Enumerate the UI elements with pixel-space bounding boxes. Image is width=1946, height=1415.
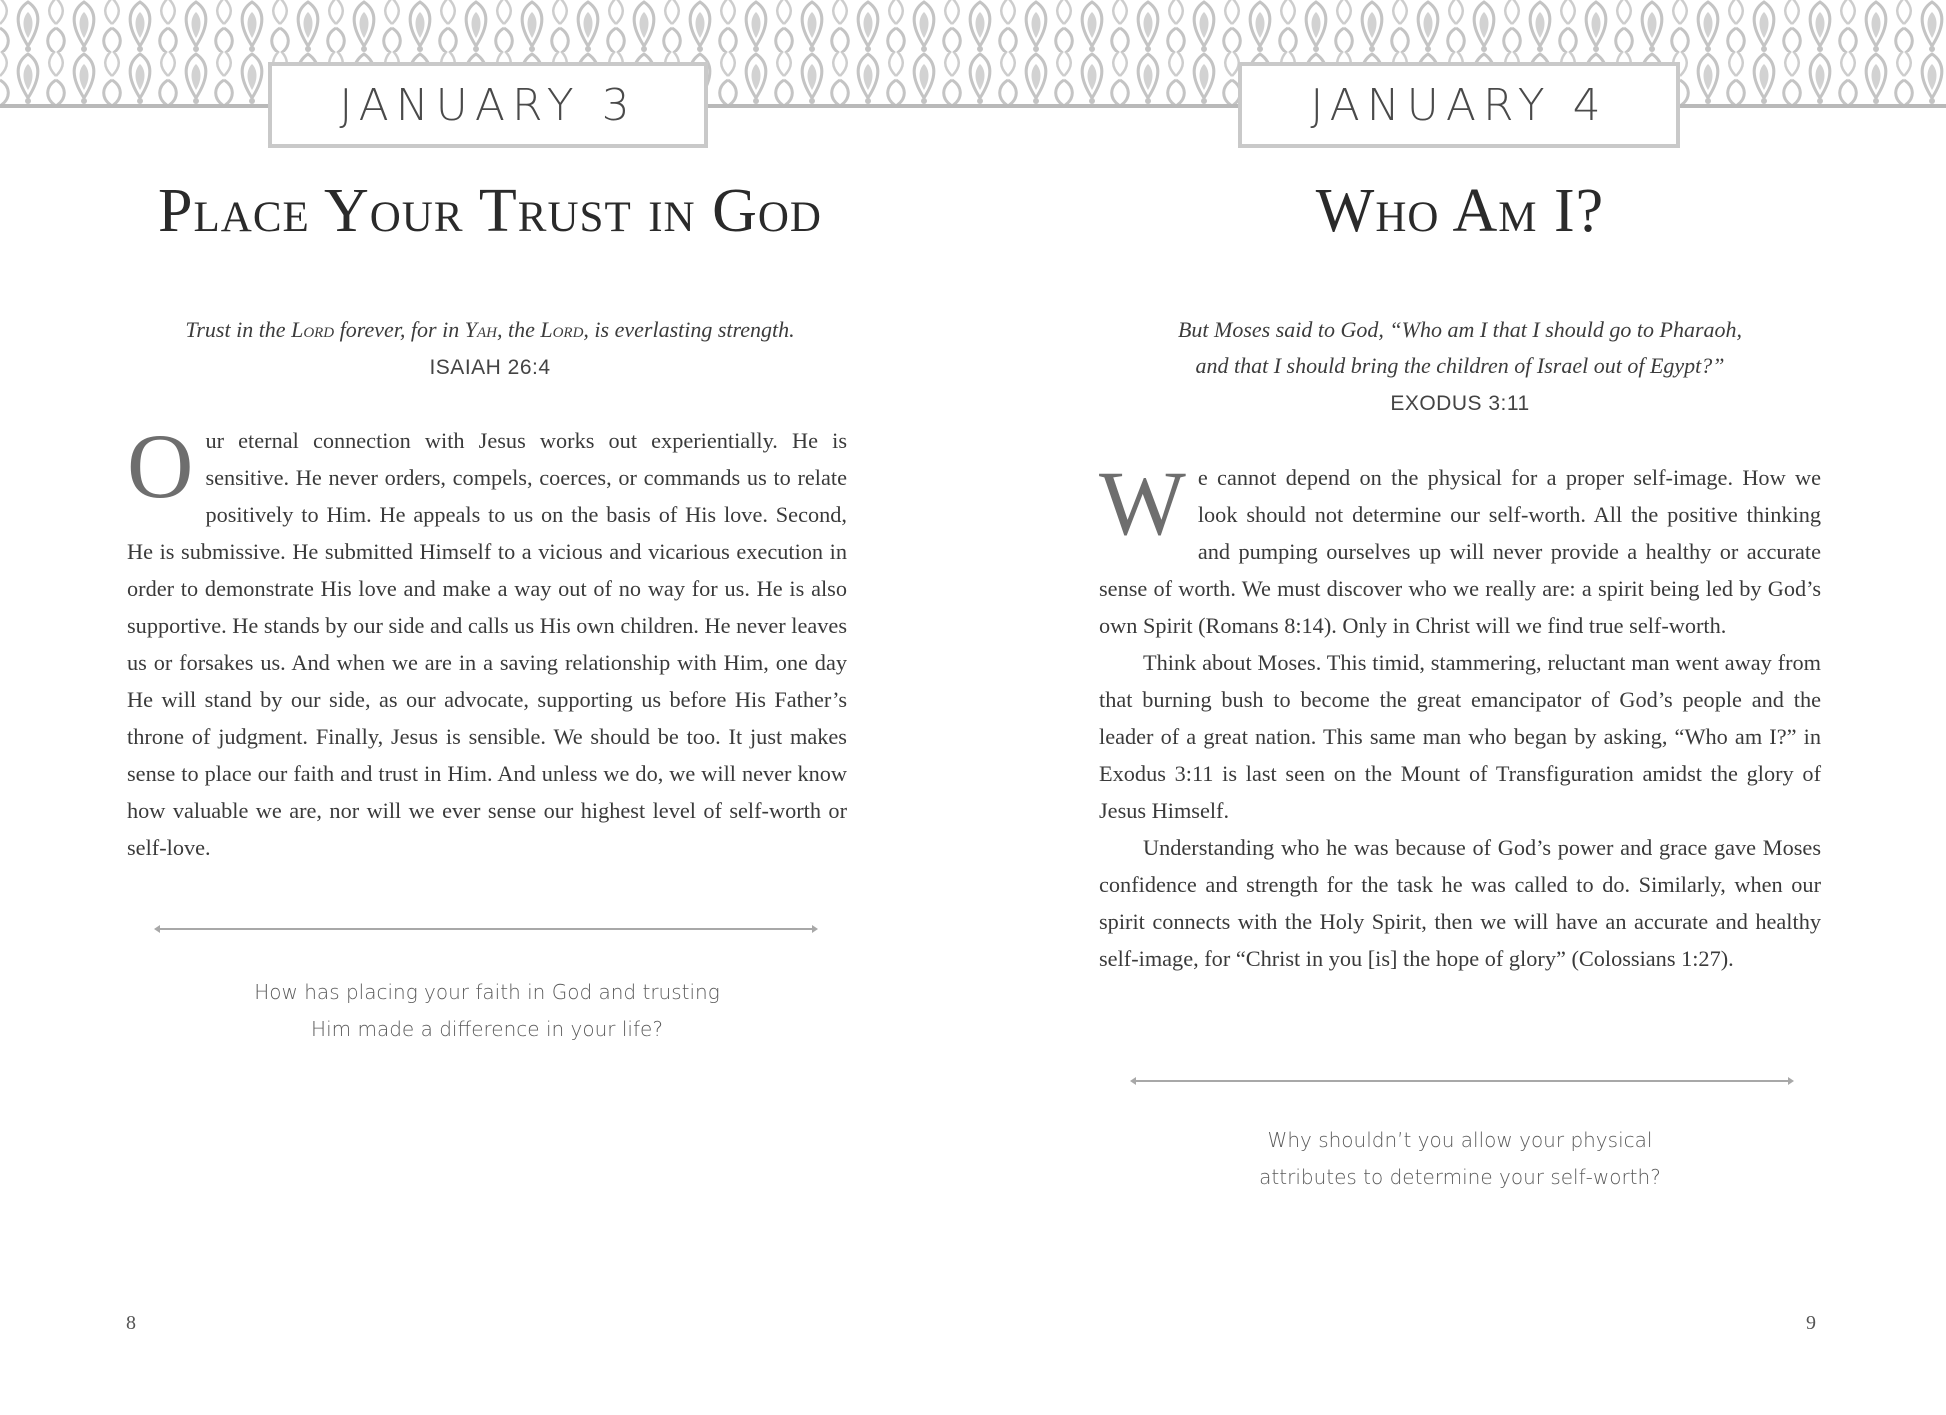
left-ornamental-divider [152, 922, 820, 936]
verse-yah: Yah [464, 317, 497, 342]
right-body-paragraph-2: Think about Moses. This timid, stammering, reluctant man went away from that burning bush to become the great emancipator of God’s people and the leader of a great nation. This same man who began by asking, “Who am I?” in Exodus 3:11 is last seen on the Mount of Transfiguration amidst the glory of Jesus Himself. [1099, 650, 1821, 823]
verse-text: , is everlasting strength. [583, 317, 795, 342]
verse-line: But Moses said to God, “Who am I that I should go to Pharaoh, [1177, 317, 1743, 342]
verse-text: Trust in the [185, 317, 292, 342]
left-drop-cap: O [127, 415, 194, 517]
right-body-paragraph-3: Understanding who he was because of God’s power and grace gave Moses confidence and strength for the task he was called to do. Similarly, when our spirit connects with the Holy Spirit, then we will have an accurate and healthy self-image, for “Christ in you [is] the hope of glory” (Colossians 1:27). [1099, 835, 1821, 971]
left-scripture-verse [100, 312, 880, 348]
left-scripture-reference: ISAIAH 26:4 [429, 356, 551, 379]
right-drop-cap: W [1099, 452, 1186, 554]
right-scripture-verse [1070, 312, 1850, 384]
left-page-number: 8 [126, 1312, 136, 1334]
question-line: Him made a difference in your life? [311, 1017, 663, 1041]
verse-lord: Lord [540, 317, 584, 342]
right-body-paragraph-1: e cannot depend on the physical for a proper self-image. How we look should not determine our self-worth. All the positive thinking and pumping ourselves up will never provide a healthy or accurate sense of worth. We must discover who we really are: a spirit being led by God’s own Spirit (Romans 8:14). Only in Christ will we find true self-worth. [1099, 465, 1821, 638]
left-body [127, 415, 847, 866]
verse-text: forever, for in [334, 317, 465, 342]
right-reflection-question [1099, 1122, 1821, 1196]
left-date-box [268, 62, 708, 148]
right-date-box [1238, 62, 1680, 148]
right-page-number: 9 [1806, 1312, 1816, 1334]
question-line: Why shouldn’t you allow your physical [1267, 1128, 1653, 1152]
left-page-title: Place Your Trust in God [158, 177, 822, 245]
right-body [1099, 452, 1821, 977]
right-scripture-reference: EXODUS 3:11 [1390, 392, 1530, 415]
verse-line: and that I should bring the children of Israel out of Egypt?” [1195, 353, 1725, 378]
question-line: How has placing your faith in God and trusting [254, 980, 720, 1004]
right-ornamental-divider [1128, 1074, 1796, 1088]
right-page-title: Who Am I? [1315, 177, 1605, 245]
left-date: JANUARY 3 [339, 79, 637, 131]
right-date: JANUARY 4 [1310, 79, 1608, 131]
verse-text: , the [496, 317, 541, 342]
verse-lord: Lord [291, 317, 335, 342]
left-body-paragraph: ur eternal connection with Jesus works out experientially. He is sensitive. He never orders, compels, coerces, or commands us to relate positively to Him. He appeals to us on the basis of His love. Second, He is submissive. He submitted Himself to a vicious and vicarious execution in order to demonstrate His love and make a way out of no way for us. He is also supportive. He stands by our side and calls us His own children. He never leaves us or forsakes us. And when we are in a saving relationship with Him, one day He will stand by our side, as our advocate, supporting us before His Father’s throne of judgment. Finally, Jesus is sensible. We should be too. It just makes sense to place our faith and trust in Him. And unless we do, we will never know how valuable we are, nor will we ever sense our highest level of self-worth or self-love. [127, 428, 847, 860]
left-reflection-question [127, 974, 847, 1048]
question-line: attributes to determine your self-worth? [1259, 1165, 1661, 1189]
